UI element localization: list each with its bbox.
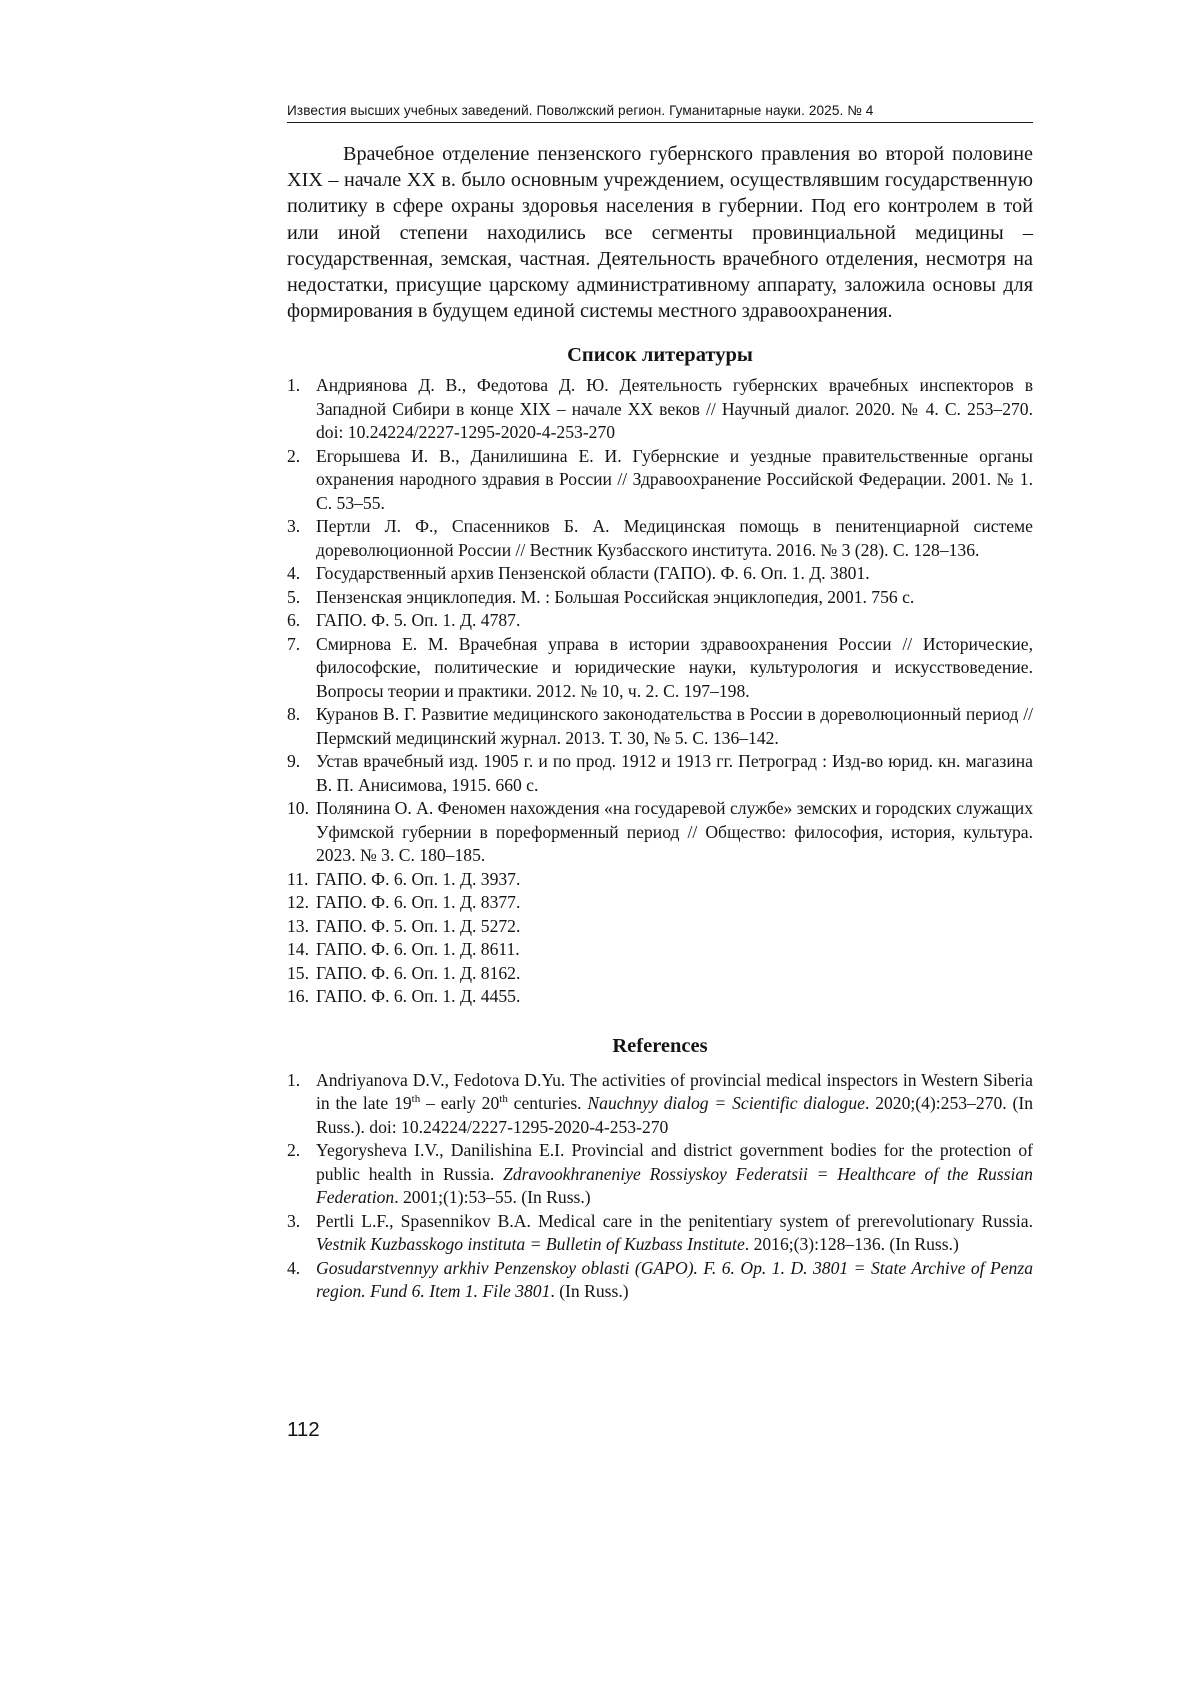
literature-number: 10. — [287, 798, 309, 819]
literature-text: ГАПО. Ф. 5. Оп. 1. Д. 5272. — [316, 915, 521, 936]
literature-text: ГАПО. Ф. 6. Оп. 1. Д. 8162. — [316, 962, 521, 983]
references-list — [287, 1069, 1033, 1304]
literature-number: 3. — [287, 516, 301, 537]
literature-item — [287, 938, 1033, 962]
literature-text: ГАПО. Ф. 6. Оп. 1. Д. 8377. — [316, 892, 521, 913]
literature-text: Устав врачебный изд. 1905 г. и по прод. 1912 и 1913 гг. Петроград : Изд-во юрид. кн. магазина В. П. Анисимова, 1915. 660 с. — [316, 751, 1033, 795]
literature-text: Пертли Л. Ф., Спасенников Б. А. Медицинская помощь в пенитенциарной системе дореволюционной России // Вестник Кузбасского института. 2016. № 3 (28). С. 128–136. — [316, 516, 1033, 560]
literature-item — [287, 445, 1033, 516]
reference-source-title: Zdravookhraneniye Rossiyskoy Federatsii = Healthcare of the Russian Federation — [316, 1163, 1033, 1208]
literature-item — [287, 633, 1033, 704]
literature-number: 11. — [287, 868, 309, 889]
reference-source-title: Gosudarstvennyy arkhiv Penzenskoy oblasti (GAPO). F. 6. Op. 1. D. 3801 = State Archive of Penza region. Fund 6. Item 1. File 3801 — [316, 1257, 1033, 1302]
superscript: th — [411, 1093, 421, 1106]
reference-source-title: Nauchnyy dialog = Scientific dialogue — [587, 1093, 865, 1114]
reference-number: 2. — [287, 1140, 301, 1161]
literature-item — [287, 915, 1033, 939]
reference-text: . 2020;(4):253–270. (In Russ.). doi: 10.24224/2227-1295-2020-4-253-270 — [316, 1093, 1033, 1137]
reference-text: . 2001;(1):53–55. (In Russ.) — [394, 1187, 591, 1208]
literature-text: Андриянова Д. В., Федотова Д. Ю. Деятельность губернских врачебных инспекторов в Западной Сибири в конце XIX – начале XX веков // Научный диалог. 2020. № 4. С. 253–270. doi: 10.24224/2227-1295-2020-4-253-270 — [316, 375, 1033, 443]
literature-item — [287, 374, 1033, 445]
literature-text: Пензенская энциклопедия. М. : Большая Российская энциклопедия, 2001. 756 с. — [316, 586, 915, 607]
page-number: 112 — [287, 1418, 320, 1441]
literature-number: 5. — [287, 586, 301, 607]
literature-number: 13. — [287, 915, 309, 936]
literature-number: 16. — [287, 986, 309, 1007]
literature-item — [287, 515, 1033, 562]
literature-number: 1. — [287, 375, 301, 396]
literature-text: Полянина О. А. Феномен нахождения «на государевой службе» земских и городских служащих Уфимской губернии в пореформенный период // Общество: философия, история, культура. 2023. № 3. С. 180–185. — [316, 798, 1033, 866]
literature-item — [287, 985, 1033, 1009]
superscript: th — [499, 1093, 508, 1106]
reference-text: – early 20 — [420, 1093, 500, 1114]
reference-text: Andriyanova D.V., Fedotova D.Yu. The activities of provincial medical inspectors in Western Siberia in the late 19 — [316, 1069, 1033, 1114]
reference-item — [287, 1139, 1033, 1210]
reference-text: . (In Russ.) — [550, 1281, 629, 1302]
literature-item — [287, 750, 1033, 797]
literature-number: 14. — [287, 939, 309, 960]
running-header: Известия высших учебных заведений. Поволжский регион. Гуманитарные науки. 2025. № 4 — [287, 103, 1033, 123]
literature-text: Куранов В. Г. Развитие медицинского законодательства в России в дореволюционный период // Пермский медицинский журнал. 2013. Т. 30, № 5. С. 136–142. — [316, 704, 1033, 748]
literature-number: 12. — [287, 892, 309, 913]
literature-number: 4. — [287, 563, 301, 584]
reference-text: Pertli L.F., Spasennikov B.A. Medical care in the penitentiary system of prerevolutionary Russia. — [316, 1210, 1033, 1231]
reference-item — [287, 1069, 1033, 1140]
literature-text: ГАПО. Ф. 6. Оп. 1. Д. 4455. — [316, 986, 521, 1007]
reference-number: 1. — [287, 1069, 301, 1090]
literature-item — [287, 891, 1033, 915]
literature-text: ГАПО. Ф. 6. Оп. 1. Д. 8611. — [316, 939, 520, 960]
references-title: References — [612, 1034, 708, 1057]
literature-text: Государственный архив Пензенской области (ГАПО). Ф. 6. Оп. 1. Д. 3801. — [316, 563, 870, 584]
literature-item — [287, 703, 1033, 750]
literature-list — [287, 374, 1033, 1009]
literature-item — [287, 562, 1033, 586]
literature-text: Смирнова Е. М. Врачебная управа в истории здравоохранения России // Исторические, философские, политические и юридические науки, культурология и искусствоведение. Вопросы теории и практики. 2012. № 10, ч. 2. С. 197–198. — [316, 633, 1033, 701]
literature-text: ГАПО. Ф. 5. Оп. 1. Д. 4787. — [316, 610, 521, 631]
literature-number: 15. — [287, 962, 309, 983]
literature-number: 2. — [287, 445, 301, 466]
reference-item — [287, 1210, 1033, 1257]
reference-number: 4. — [287, 1257, 301, 1278]
reference-source-title: Vestnik Kuzbasskogo instituta = Bulletin of Kuzbass Institute — [316, 1234, 745, 1255]
reference-number: 3. — [287, 1210, 301, 1231]
literature-text: ГАПО. Ф. 6. Оп. 1. Д. 3937. — [316, 868, 521, 889]
reference-text: Yegorysheva I.V., Danilishina E.I. Provincial and district government bodies for the protection of public health in Russia. — [316, 1140, 1033, 1184]
reference-item — [287, 1257, 1033, 1304]
literature-item — [287, 609, 1033, 633]
literature-item — [287, 586, 1033, 610]
literature-number: 6. — [287, 610, 301, 631]
page-content — [287, 141, 1033, 1304]
literature-item — [287, 962, 1033, 986]
literature-item — [287, 868, 1033, 892]
reference-text: . 2016;(3):128–136. (In Russ.) — [744, 1234, 959, 1255]
reference-text: centuries. — [507, 1093, 588, 1114]
literature-item — [287, 797, 1033, 868]
literature-title: Список литературы — [567, 344, 753, 367]
literature-text: Егорышева И. В., Данилишина Е. И. Губернские и уездные правительственные органы охранения народного здравия в России // Здравоохранение Российской Федерации. 2001. № 1. С. 53–55. — [316, 445, 1033, 513]
literature-number: 9. — [287, 751, 301, 772]
body-paragraph: Врачебное отделение пензенского губернского правления во второй половине XIX – начале XX в. было основным учреждением, осуществлявшим государственную политику в сфере охраны здоровья населения в губернии. Под его контролем в той или иной степени находились все сегменты провинциальной медицины – государственная, земская, частная. Деятельность врачебного отделения, несмотря на недостатки, присущие царскому административному аппарату, заложила основы для формирования в будущем единой системы местного здравоохранения. — [287, 143, 1033, 323]
literature-number: 7. — [287, 633, 301, 654]
literature-number: 8. — [287, 704, 301, 725]
